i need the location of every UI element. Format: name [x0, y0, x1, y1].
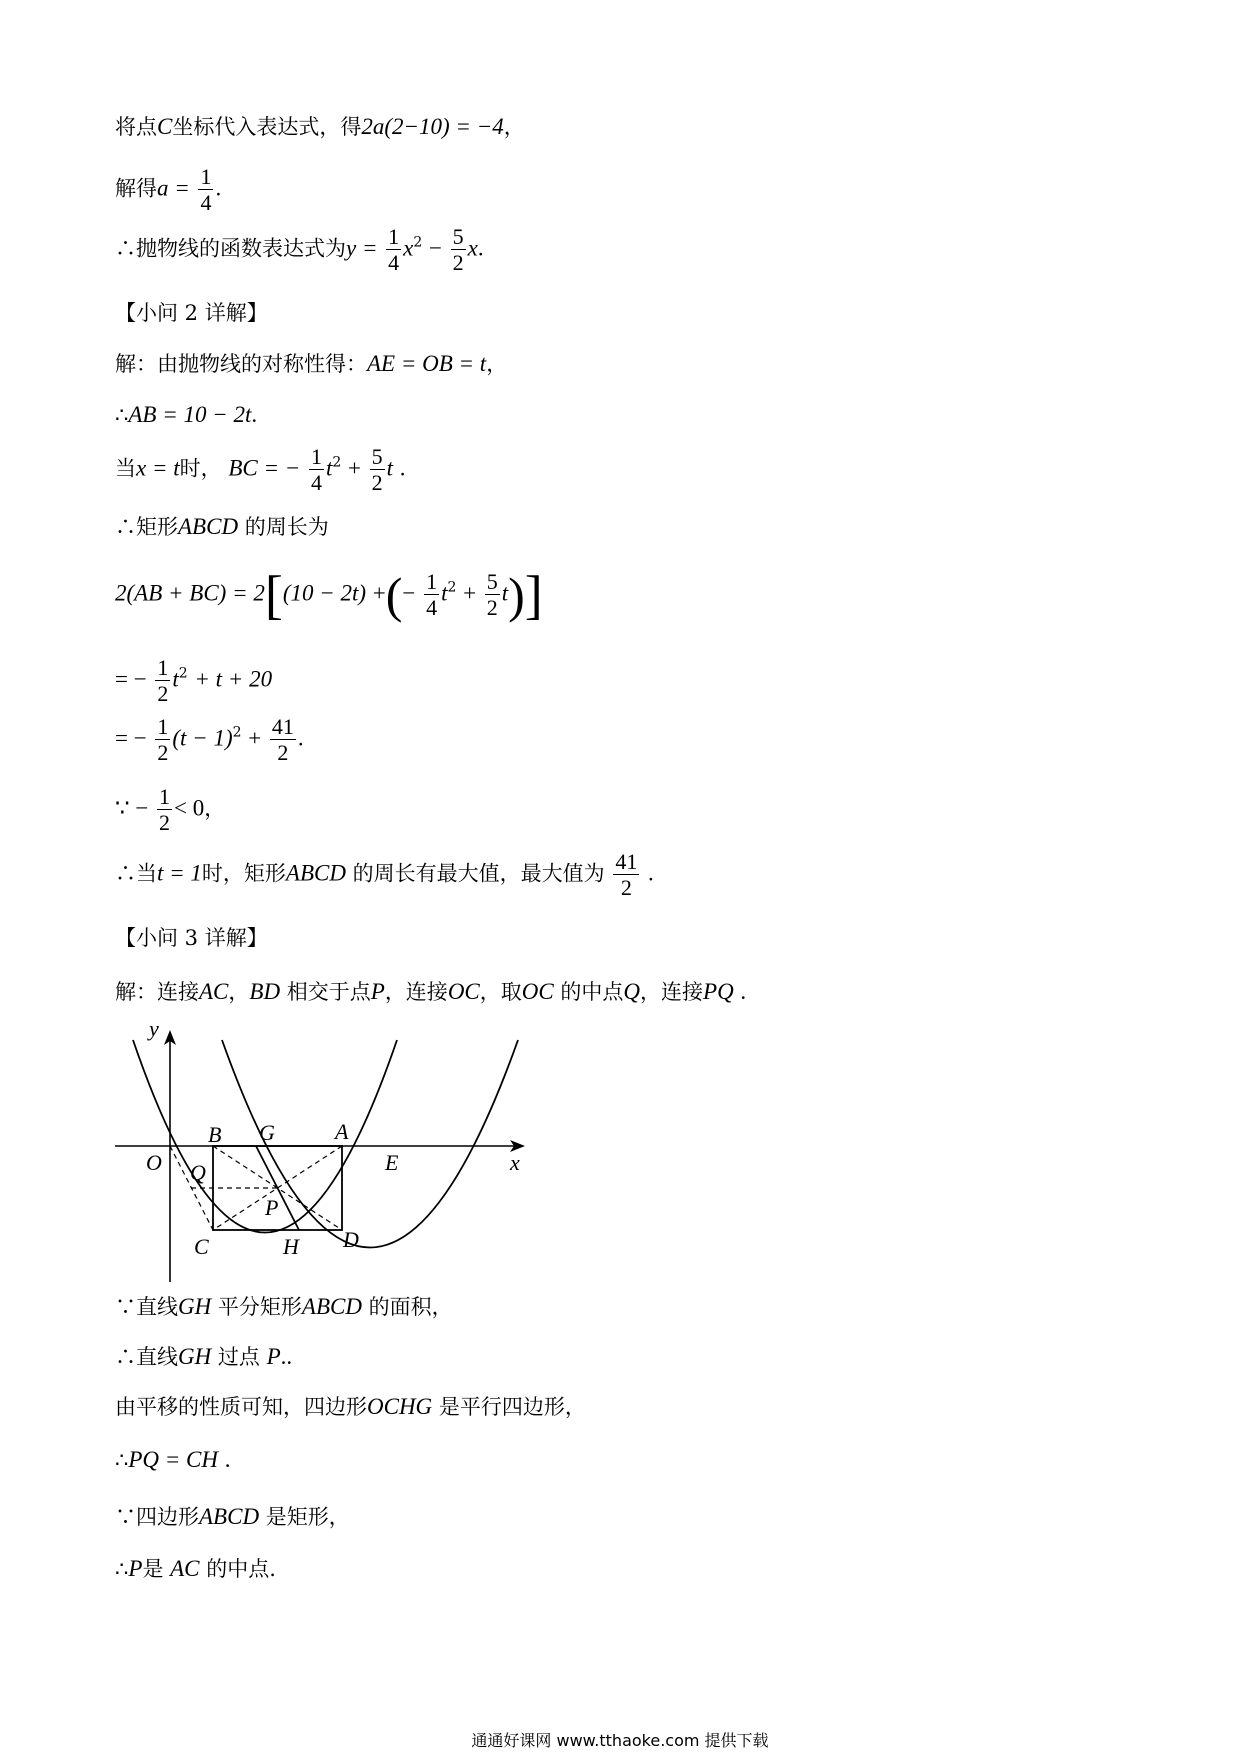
bracket-open: [: [264, 565, 283, 625]
text: ∵四边形: [115, 1505, 199, 1529]
numerator: 1: [200, 164, 212, 189]
fraction: [157, 785, 172, 835]
var: t: [441, 580, 448, 606]
op: +: [347, 455, 361, 481]
line-7: [115, 445, 405, 495]
term: (t − 1): [172, 725, 233, 751]
page-footer: 通通好课网 www.tthaoke.com 提供下载: [471, 1731, 769, 1750]
punct: ，: [486, 352, 508, 376]
term: < 0: [174, 795, 205, 821]
denominator: 4: [426, 594, 438, 620]
paren-open: (: [385, 567, 403, 623]
numerator: 41: [271, 714, 294, 739]
text: 坐标代入表达式，得: [172, 115, 362, 139]
numerator: 5: [371, 444, 383, 469]
text: 解得: [115, 176, 157, 201]
point: P: [370, 979, 385, 1004]
punct: .: [399, 455, 406, 481]
label-q: Q: [190, 1160, 206, 1185]
exponent: 2: [232, 724, 242, 741]
denominator: 2: [277, 740, 289, 766]
line-11: [115, 715, 304, 765]
text: ，取: [479, 980, 522, 1004]
fraction: [485, 570, 500, 620]
text: 的中点: [560, 980, 624, 1004]
line-5: [115, 352, 507, 375]
op: +: [248, 725, 262, 751]
point: Q: [623, 979, 641, 1004]
text: ∴矩形: [115, 515, 178, 539]
fraction: [613, 850, 639, 900]
segment: GH: [178, 1294, 212, 1319]
label-o: O: [146, 1150, 162, 1175]
line-18: [115, 1395, 586, 1418]
fraction: [386, 225, 401, 275]
text: 解：连接: [115, 980, 199, 1004]
text: 解：由抛物线的对称性得：: [115, 352, 367, 376]
lhs: 2(AB + BC) = 2: [115, 580, 265, 606]
equation: AE = OB = t: [367, 351, 487, 376]
equation: AB = 10 − 2t: [128, 402, 252, 427]
line-1: [115, 115, 525, 138]
geometry-figure: [110, 1015, 530, 1285]
numerator: 1: [310, 444, 322, 469]
line-12: [115, 785, 225, 835]
numerator: 1: [388, 224, 400, 249]
denominator: 2: [452, 250, 464, 276]
section-heading-2: 【小问 2 详解】: [115, 301, 268, 325]
text: ∴: [115, 403, 129, 427]
text: ∴: [115, 1448, 129, 1472]
paren-close: ): [508, 567, 525, 623]
denominator: 4: [310, 470, 322, 496]
numerator: 1: [426, 568, 438, 594]
denominator: 2: [157, 740, 169, 766]
text: ∴抛物线的函数表达式为: [115, 236, 346, 261]
denominator: 2: [371, 470, 383, 496]
line-16: [115, 1295, 453, 1318]
var: x: [403, 235, 414, 261]
point-c: C: [157, 114, 173, 139]
punct: .: [251, 402, 258, 427]
op: −: [402, 580, 416, 606]
op: = −: [115, 666, 147, 692]
line-3: [115, 225, 484, 275]
op: +: [463, 580, 477, 606]
punct: .: [297, 725, 304, 751]
punct: .: [740, 979, 747, 1004]
fraction: [451, 225, 466, 275]
text: 将点: [115, 115, 157, 139]
text: ∴当: [115, 861, 157, 886]
exponent: 2: [332, 454, 342, 471]
punct: .: [215, 175, 222, 201]
segment: AC: [170, 1556, 200, 1581]
segment: GH: [178, 1344, 212, 1369]
line-13: [115, 850, 654, 900]
label-a: A: [335, 1119, 349, 1144]
lhs: y =: [346, 235, 378, 261]
point: P: [266, 1344, 281, 1369]
var: t: [172, 666, 179, 692]
text: 是矩形，: [265, 1505, 350, 1529]
text: 时，矩形: [201, 861, 286, 886]
exponent: 2: [178, 665, 188, 682]
var: t: [501, 580, 509, 606]
text: ∴直线: [115, 1345, 178, 1369]
quad-name: OCHG: [367, 1394, 433, 1419]
label-p: P: [265, 1195, 279, 1220]
text: ∵直线: [115, 1295, 178, 1319]
text: 的周长有最大值，最大值为: [352, 861, 605, 886]
op: = −: [115, 725, 147, 751]
lhs: a =: [157, 175, 190, 201]
line-20: [115, 1505, 350, 1528]
line-2: [115, 165, 221, 215]
rect-name: ABCD: [178, 514, 239, 539]
bracket-close: ]: [524, 565, 543, 625]
term: (10 − 2t): [282, 580, 367, 606]
text: 平分矩形: [217, 1295, 302, 1319]
text: 的面积，: [368, 1295, 453, 1319]
segment: PQ: [703, 979, 734, 1004]
punct: .: [648, 860, 654, 886]
condition: t = 1: [157, 860, 202, 886]
punct: ，: [204, 796, 226, 821]
numerator: 5: [452, 224, 464, 249]
label-e: E: [385, 1150, 399, 1175]
fraction: [155, 656, 170, 706]
fraction: [270, 715, 296, 765]
rect-name: ABCD: [301, 1294, 362, 1319]
line-19: [115, 1448, 230, 1471]
exponent: 2: [413, 234, 423, 251]
fraction: [155, 715, 170, 765]
fraction: [309, 445, 324, 495]
denominator: 4: [388, 250, 400, 276]
punct: ..: [280, 1344, 293, 1369]
text: ∴: [115, 1557, 129, 1581]
equation: PQ = CH: [128, 1447, 219, 1472]
line-6: [115, 403, 257, 426]
denominator: 2: [159, 810, 171, 836]
text: 过点: [217, 1345, 260, 1369]
op: +: [372, 580, 386, 606]
exponent: 2: [447, 579, 457, 596]
numerator: 1: [157, 714, 169, 739]
line-8: [115, 515, 329, 538]
text: ，连接: [640, 980, 704, 1004]
punct: .: [224, 1447, 231, 1472]
line-10: [115, 656, 272, 706]
var: x: [467, 235, 478, 261]
text: 时，: [179, 456, 222, 481]
point: P: [128, 1556, 143, 1581]
numerator: 5: [486, 568, 498, 594]
text: 的中点.: [206, 1557, 276, 1581]
text: ，连接: [384, 980, 448, 1004]
line-17: [115, 1345, 292, 1368]
section-heading-3: 【小问 3 详解】: [115, 926, 268, 950]
label-c: C: [194, 1234, 209, 1259]
condition: x = t: [136, 455, 180, 481]
text: 相交于点: [286, 980, 371, 1004]
label-d: D: [343, 1227, 359, 1252]
label-g: G: [259, 1120, 275, 1145]
fraction: [198, 165, 213, 215]
segment: OC: [447, 979, 480, 1004]
label-x: x: [510, 1150, 520, 1175]
text: 的周长为: [244, 515, 329, 539]
op: −: [429, 235, 442, 261]
equation: 2a(2−10) = −4: [361, 114, 504, 139]
punct: ，: [503, 115, 525, 139]
line-21: [115, 1557, 276, 1580]
rect-name: ABCD: [199, 1504, 260, 1529]
lhs: BC = −: [228, 455, 301, 481]
denominator: 2: [620, 875, 632, 901]
text: 由平移的性质可知，四边形: [115, 1395, 367, 1419]
segment: BD: [249, 979, 281, 1004]
var: t: [325, 455, 333, 481]
punct: ，: [228, 980, 250, 1004]
label-h: H: [283, 1234, 299, 1259]
punct: .: [477, 235, 484, 261]
fraction: [370, 445, 385, 495]
numerator: 1: [159, 784, 171, 809]
numerator: 1: [157, 655, 169, 680]
text: 是平行四边形，: [438, 1395, 586, 1419]
text: 是: [142, 1557, 164, 1581]
segment: OC: [521, 979, 554, 1004]
label-y: y: [149, 1016, 159, 1041]
var: t: [386, 455, 393, 481]
denominator: 2: [486, 594, 498, 620]
text: ∵ −: [115, 795, 149, 821]
label-b: B: [208, 1122, 222, 1147]
line-9: [115, 565, 543, 625]
segment: AC: [199, 979, 229, 1004]
rect-name: ABCD: [285, 860, 346, 886]
denominator: 2: [157, 681, 169, 707]
text: 当: [115, 456, 136, 481]
denominator: 4: [200, 190, 212, 216]
line-15: [115, 980, 746, 1003]
term: + t + 20: [194, 666, 273, 692]
numerator: 41: [615, 849, 638, 874]
fraction: [424, 570, 439, 620]
